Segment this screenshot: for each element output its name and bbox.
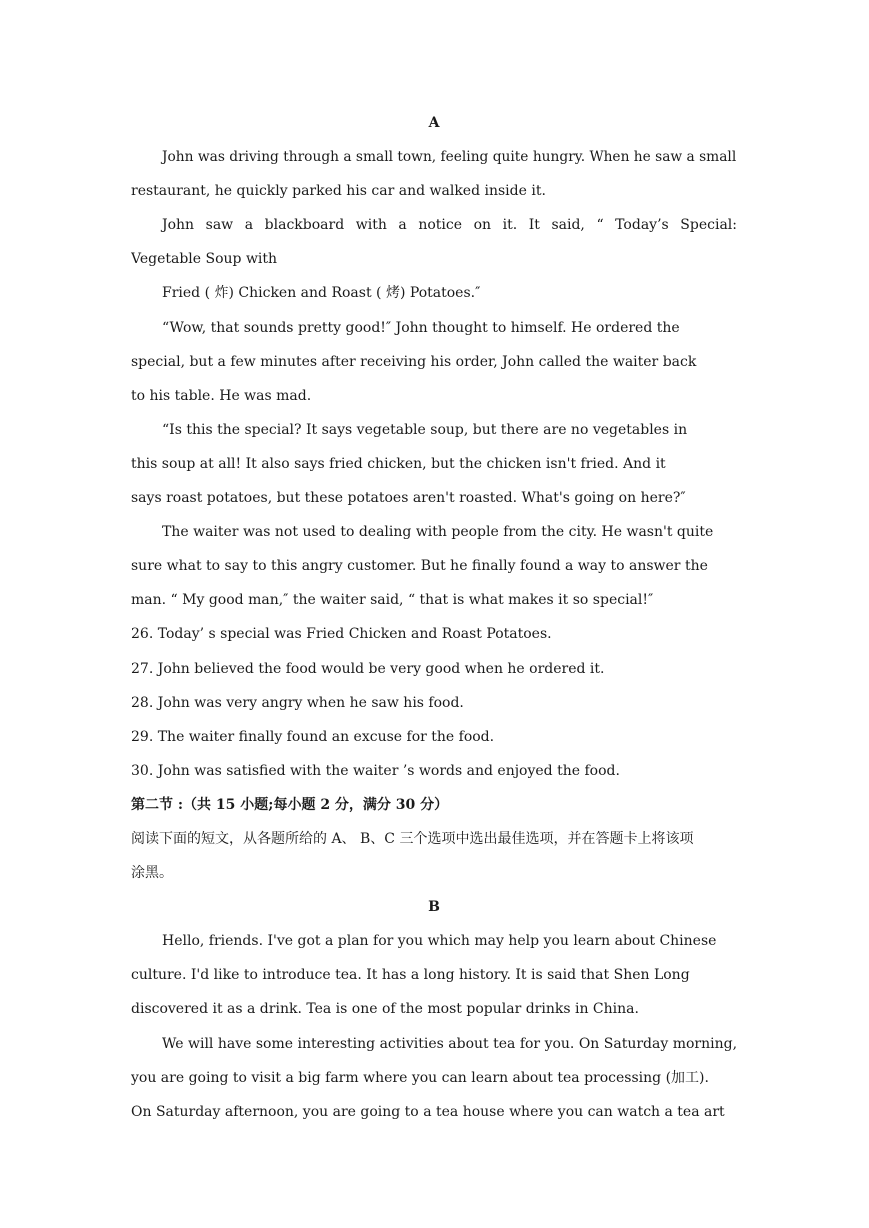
question-item: 28. John was very angry when he saw his food. bbox=[131, 694, 464, 711]
passage-a-line: man. “ My good man,″ the waiter said, “ that is what makes it so special!″ bbox=[131, 592, 654, 609]
passage-b-line: culture. I'd like to introduce tea. It has a long history. It is said that Shen Long bbox=[131, 967, 690, 984]
passage-b-line: discovered it as a drink. Tea is one of the most popular drinks in China. bbox=[131, 1001, 639, 1018]
passage-a-line: “Is this the special? It says vegetable soup, but there are no vegetables in bbox=[162, 421, 688, 438]
question-item: 27. John believed the food would be very good when he ordered it. bbox=[131, 660, 605, 677]
passage-a-line: Vegetable Soup with bbox=[131, 251, 278, 268]
question-item: 26. Today’ s special was Fried Chicken and Roast Potatoes. bbox=[131, 626, 552, 643]
passage-a-line: Fried ( 炸) Chicken and Roast ( 烤) Potatoes.″ bbox=[162, 285, 481, 302]
passage-a-line: sure what to say to this angry customer. But he finally found a way to answer the bbox=[131, 558, 708, 575]
passage-a-line: this soup at all! It also says fried chicken, but the chicken isn't fried. And it bbox=[131, 455, 666, 472]
question-item: 30. John was satisfied with the waiter ’s words and enjoyed the food. bbox=[131, 762, 620, 779]
section-title: 第二节 :（共 15 小题;每小题 2 分，满分 30 分） bbox=[131, 796, 449, 813]
passage-a-line: restaurant, he quickly parked his car and walked inside it. bbox=[131, 183, 546, 200]
passage-a-line: The waiter was not used to dealing with people from the city. He wasn't quite bbox=[162, 524, 714, 541]
passage-a-heading: A bbox=[428, 115, 440, 131]
document-page bbox=[131, 106, 737, 1129]
passage-a-line: John was driving through a small town, feeling quite hungry. When he saw a small bbox=[162, 149, 737, 166]
passage-b-line: On Saturday afternoon, you are going to a tea house where you can watch a tea art bbox=[131, 1103, 725, 1120]
question-item: 29. The waiter finally found an excuse for the food. bbox=[131, 728, 495, 745]
section-instruction: 阅读下面的短文，从各题所给的 A、 B、C 三个选项中选出最佳选项，并在答题卡上将该项 bbox=[131, 830, 694, 847]
passage-a-line: John saw a blackboard with a notice on it. It said, “ Today’s Special: bbox=[162, 217, 737, 234]
section-instruction: 涂黑。 bbox=[131, 865, 173, 882]
passage-b-heading: B bbox=[428, 899, 440, 916]
passage-b-line: Hello, friends. I've got a plan for you which may help you learn about Chinese bbox=[162, 933, 717, 950]
passage-a-line: says roast potatoes, but these potatoes aren't roasted. What's going on here?″ bbox=[131, 490, 686, 507]
passage-a-line: special, but a few minutes after receiving his order, John called the waiter back bbox=[131, 353, 697, 370]
passage-b-line: We will have some interesting activities about tea for you. On Saturday morning, bbox=[162, 1035, 737, 1052]
passage-a-line: “Wow, that sounds pretty good!″ John thought to himself. He ordered the bbox=[162, 319, 680, 336]
passage-a-line: to his table. He was mad. bbox=[131, 387, 312, 404]
passage-b-line: you are going to visit a big farm where you can learn about tea processing (加工). bbox=[131, 1069, 709, 1086]
